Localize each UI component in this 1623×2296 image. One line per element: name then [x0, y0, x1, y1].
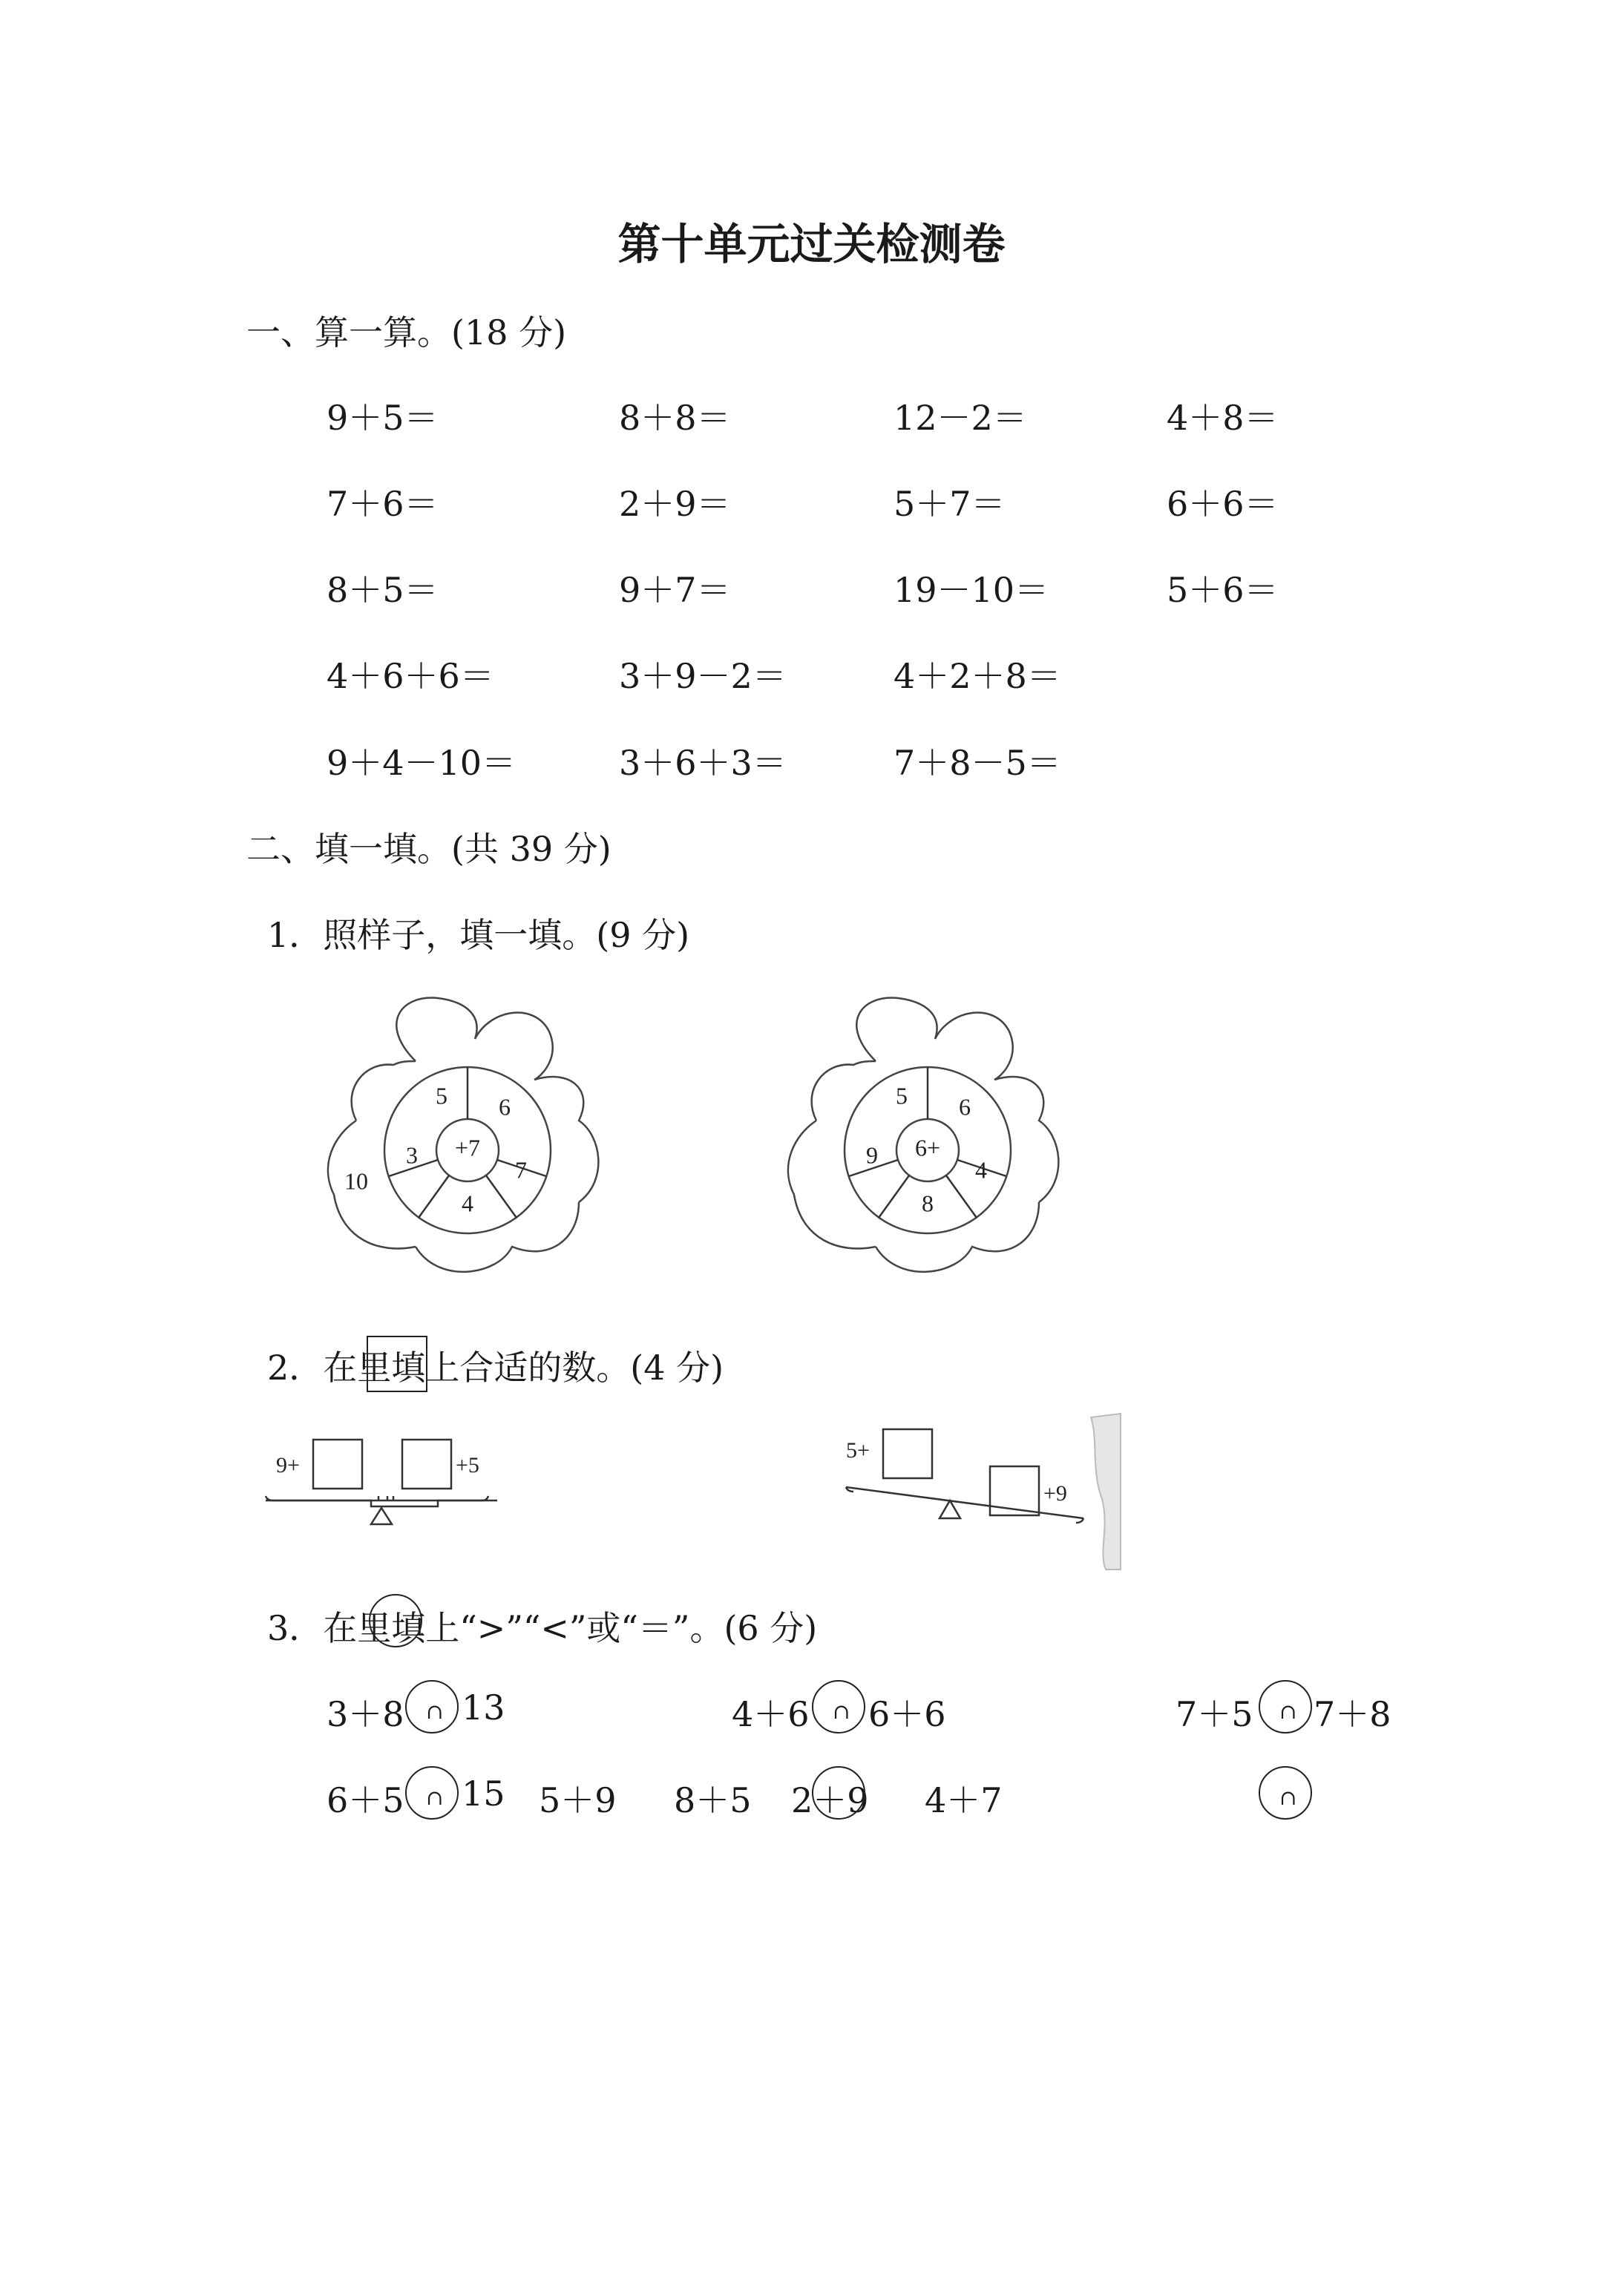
equation: 2＋9＝	[619, 484, 731, 524]
equation: 5＋7＝	[894, 484, 1006, 524]
flower-inner-value: 3	[406, 1141, 418, 1169]
equation: 5＋6＝	[1167, 570, 1279, 610]
question-3-label: 3．在里填上“>”“<”或“＝”。(6 分)	[267, 1608, 818, 1648]
scale-left-label: 9+	[276, 1453, 300, 1477]
circle-mark: ∩	[1279, 1699, 1297, 1724]
flower-inner-value: 4	[975, 1156, 987, 1184]
equation: 4＋8＝	[1167, 398, 1279, 438]
scale-left-answer-box[interactable]	[313, 1440, 362, 1489]
circle-mark: ∩	[426, 1699, 444, 1724]
flower-diagram-example	[312, 994, 623, 1306]
page-title: 第十单元过关检测卷	[617, 219, 1006, 269]
torn-edge-decoration	[1091, 1414, 1121, 1570]
flower-inner-value: 5	[896, 1082, 908, 1109]
compare-right-expression: 7＋8	[1314, 1694, 1391, 1734]
compare-right-expression: 4＋7	[925, 1780, 1003, 1820]
compare-answer-circle[interactable]	[812, 1766, 865, 1820]
equation: 12－2＝	[894, 398, 1027, 438]
equation: 3＋6＋3＝	[619, 743, 787, 783]
scale-right-answer-box[interactable]	[402, 1440, 451, 1489]
section2-heading: 二、填一填。(共 39 分)	[246, 829, 612, 869]
scale-right-label: +5	[456, 1453, 479, 1477]
section1-heading: 一、算一算。(18 分)	[246, 312, 567, 352]
compare-right-expression: 8＋5	[674, 1780, 752, 1820]
scale-right-answer-box[interactable]	[990, 1466, 1039, 1515]
scale-pivot-icon	[940, 1500, 960, 1518]
flower-inner-value: 6	[959, 1093, 971, 1121]
equation: 7＋8－5＝	[894, 743, 1061, 783]
equation: 8＋8＝	[619, 398, 731, 438]
equation: 9＋4－10＝	[327, 743, 517, 783]
compare-left-expression: 2＋9	[791, 1780, 869, 1820]
compare-left-expression: 5＋9	[539, 1780, 617, 1820]
equation: 6＋6＝	[1167, 484, 1279, 524]
scale-left-answer-box[interactable]	[883, 1429, 932, 1478]
scale-pivot-icon	[371, 1508, 392, 1524]
compare-left-expression: 3＋8	[327, 1694, 404, 1734]
flower-center-label: +7	[454, 1134, 481, 1161]
circle-mark: ∩	[1279, 1785, 1297, 1810]
flower-diagram-exercise	[772, 994, 1083, 1306]
compare-left-expression: 7＋5	[1176, 1694, 1253, 1734]
circle-mark: ∩	[426, 1785, 444, 1810]
flower-inner-value: 6	[499, 1093, 511, 1121]
scale-left-label: 5+	[846, 1438, 870, 1463]
equation: 7＋6＝	[327, 484, 439, 524]
compare-left-expression: 4＋6	[732, 1694, 810, 1734]
compare-right-expression: 15	[462, 1774, 505, 1814]
answer-box-icon	[367, 1336, 427, 1392]
compare-left-expression: 6＋5	[327, 1780, 404, 1820]
scale-right-label: +9	[1043, 1481, 1067, 1506]
flower-inner-value: 8	[922, 1190, 934, 1217]
equation: 9＋5＝	[327, 398, 439, 438]
question-2-label: 2．在里填上合适的数。(4 分)	[267, 1348, 724, 1388]
flower-inner-value: 9	[866, 1141, 878, 1169]
answer-circle-icon	[369, 1594, 422, 1647]
compare-right-expression: 6＋6	[868, 1694, 946, 1734]
equation: 19－10＝	[894, 570, 1049, 610]
flower-inner-value: 5	[436, 1082, 447, 1109]
flower-outer-value: 10	[344, 1167, 368, 1195]
equation: 8＋5＝	[327, 570, 439, 610]
equation: 3＋9－2＝	[619, 656, 787, 696]
compare-right-expression: 13	[462, 1687, 505, 1728]
equation: 9＋7＝	[619, 570, 731, 610]
flower-inner-value: 4	[462, 1190, 473, 1217]
balance-scale-2	[831, 1410, 1121, 1573]
flower-center-label: 6+	[914, 1134, 941, 1161]
question-1-label: 1．照样子，填一填。(9 分)	[267, 915, 690, 955]
flower-inner-value: 7	[515, 1156, 527, 1184]
equation: 4＋6＋6＝	[327, 656, 494, 696]
balance-scale-1	[260, 1425, 512, 1529]
equation: 4＋2＋8＝	[894, 656, 1061, 696]
circle-mark: ∩	[833, 1699, 850, 1724]
